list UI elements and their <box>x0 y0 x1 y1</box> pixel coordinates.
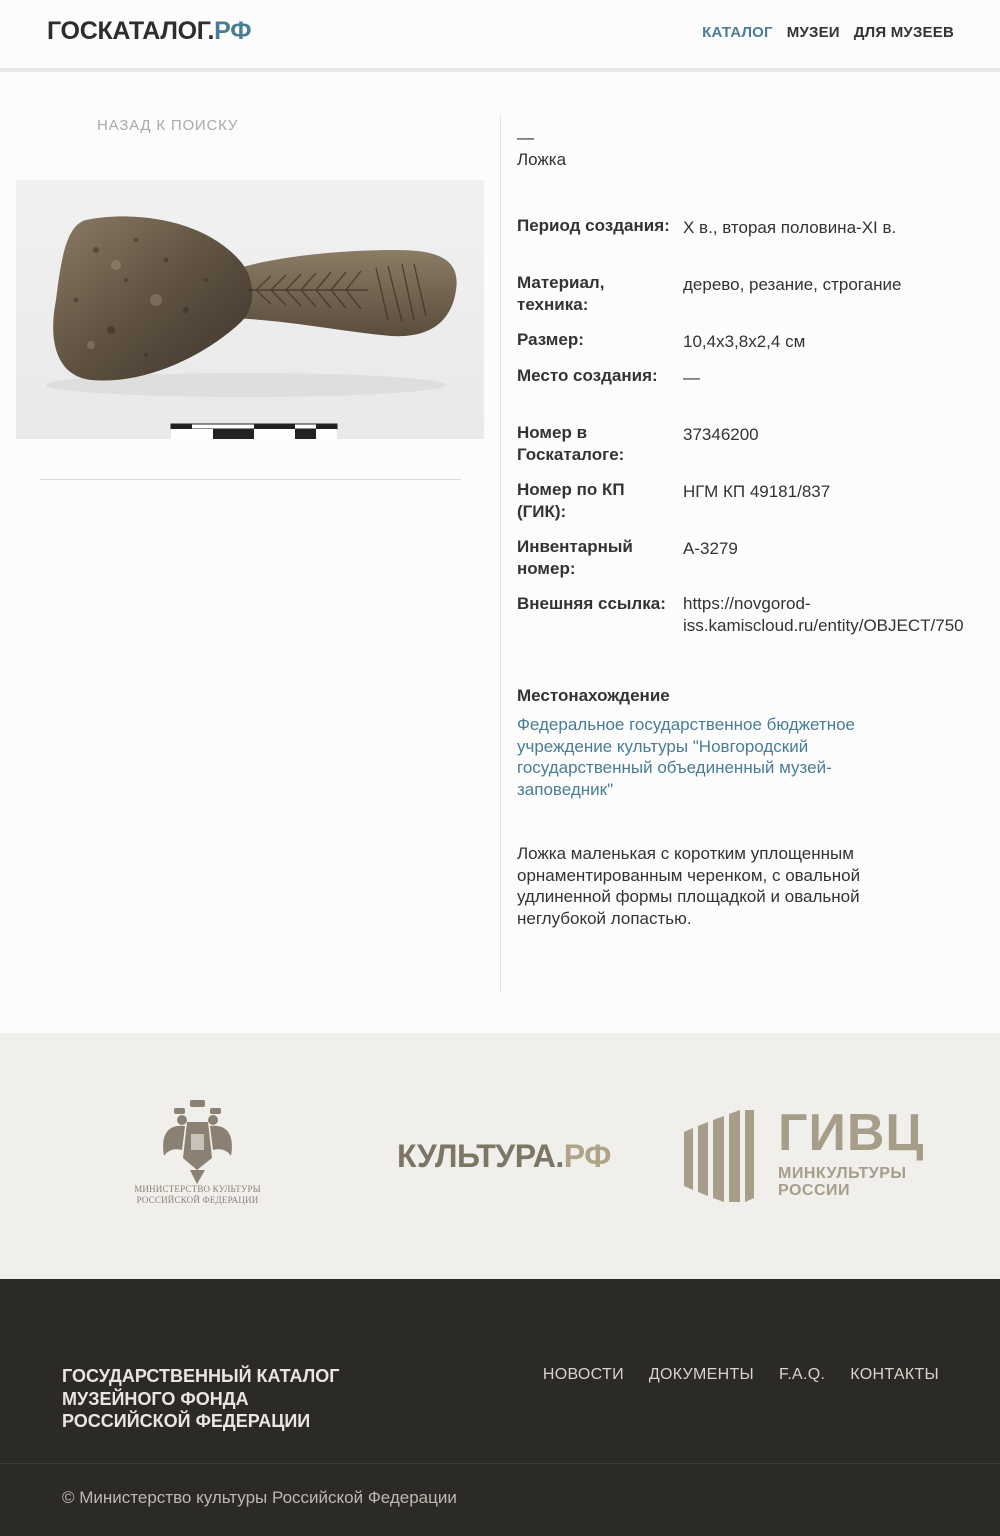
site-header <box>0 0 1000 72</box>
givc-text: ГИВЦ <box>778 1104 925 1162</box>
property-label: Место создания: <box>517 366 658 385</box>
footer-nav-news[interactable]: НОВОСТИ <box>542 1366 624 1383</box>
property-label: Период создания: <box>517 216 670 235</box>
property-value: X в., вторая половина-XI в. <box>683 218 897 237</box>
logo-suffix: РФ <box>214 17 252 45</box>
footer-divider <box>0 1463 1000 1464</box>
footer-nav-documents[interactable]: ДОКУМЕНТЫ <box>648 1366 755 1383</box>
ministry-text-line2: РОССИЙСКОЙ ФЕДЕРАЦИИ <box>136 1195 259 1205</box>
object-title: Ложка <box>517 150 567 169</box>
footer-nav-contacts[interactable]: КОНТАКТЫ <box>850 1366 939 1383</box>
ministry-of-culture-logo[interactable] <box>130 1098 265 1208</box>
object-description: Ложка маленькая с коротким уплощенным орнаментированным черенком, с овальной удлиненной формы площадкой и овальной неглубокой лопастью. <box>517 844 861 928</box>
footer-title-line: МУЗЕЙНОГО ФОНДА <box>62 1388 249 1409</box>
givc-sub-line1: МИНКУЛЬТУРЫ <box>778 1165 907 1182</box>
property-label: Материал, техника: <box>517 273 605 314</box>
copyright: © Министерство культуры Российской Федерации <box>62 1488 457 1507</box>
external-link[interactable]: https://novgorod- iss.kamiscloud.ru/entity/OBJECT/750 <box>683 594 964 635</box>
givc-logo[interactable] <box>684 1104 929 1205</box>
property-value: А-3279 <box>683 539 738 558</box>
nav-for-museums[interactable]: ДЛЯ МУЗЕЕВ <box>853 24 954 41</box>
title-dash: — <box>517 128 534 147</box>
coat-of-arms-icon <box>130 1098 265 1186</box>
kultura-main: КУЛЬТУРА. <box>397 1138 564 1174</box>
property-value: НГМ КП 49181/837 <box>683 482 831 501</box>
property-label: Размер: <box>517 330 584 349</box>
logo-main: ГОСКАТАЛОГ. <box>47 17 215 45</box>
nav-museums[interactable]: МУЗЕИ <box>786 24 840 41</box>
properties-list <box>517 215 1000 645</box>
kultura-rf-logo[interactable] <box>397 1138 611 1175</box>
scale-bar <box>171 424 337 439</box>
location-link[interactable]: Федеральное государственное бюджетное учреждение культуры "Новгородский государственный объединенный музей-заповедник" <box>517 715 855 799</box>
location-heading: Местонахождение <box>517 686 670 705</box>
kultura-suffix: РФ <box>563 1138 611 1174</box>
ministry-text-line1: МИНИСТЕРСТВО КУЛЬТУРЫ <box>134 1184 261 1194</box>
left-divider <box>40 479 461 480</box>
givc-sub-line2: РОССИИ <box>778 1182 851 1199</box>
footer-title <box>62 1365 340 1433</box>
property-label: Номер по КП (ГИК): <box>517 480 625 521</box>
footer-title-line: РОССИЙСКОЙ ФЕДЕРАЦИИ <box>62 1411 311 1431</box>
property-value: дерево, резание, строгание <box>683 275 902 294</box>
footer-nav <box>543 1366 939 1384</box>
footer-nav-faq[interactable]: F.A.Q. <box>779 1366 826 1383</box>
property-label: Номер в Госкаталоге: <box>517 423 625 464</box>
givc-bars-icon <box>684 1110 764 1205</box>
site-footer <box>0 1279 1000 1536</box>
spoon-image <box>16 180 484 439</box>
property-label: Инвентарный номер: <box>517 537 633 578</box>
footer-title-line: ГОСУДАРСТВЕННЫЙ КАТАЛОГ <box>62 1366 340 1386</box>
site-logo[interactable] <box>47 17 251 46</box>
property-value: 10,4х3,8х2,4 см <box>683 332 806 351</box>
back-to-search-link[interactable]: НАЗАД К ПОИСКУ <box>97 117 239 134</box>
property-value: 37346200 <box>683 425 759 444</box>
main-nav <box>702 24 954 41</box>
partners-band <box>0 1033 1000 1279</box>
property-value: — <box>683 368 700 387</box>
object-photo[interactable] <box>16 180 484 439</box>
nav-catalog[interactable]: КАТАЛОГ <box>702 24 773 41</box>
property-label: Внешняя ссылка: <box>517 594 666 613</box>
column-divider <box>500 115 501 992</box>
